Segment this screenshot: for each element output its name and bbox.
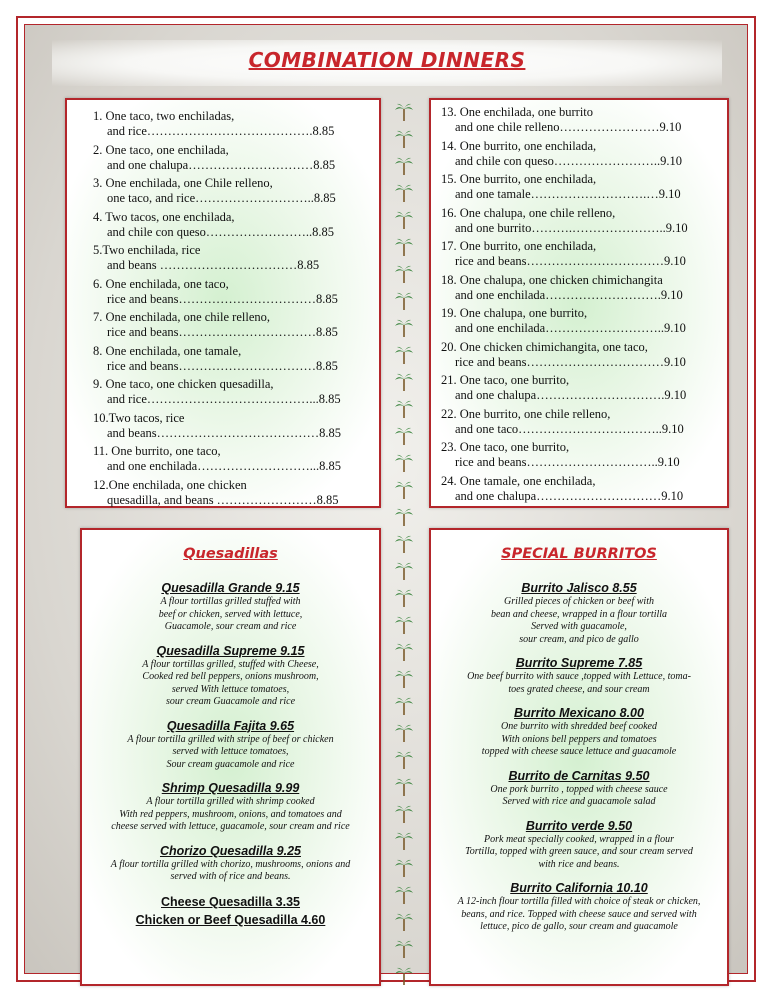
combo-line-2: and one chalupa………………………….9.10 bbox=[455, 388, 687, 402]
item-description: A flour tortillas grilled stuffed with bbox=[160, 596, 301, 607]
palm-tree-icon bbox=[395, 156, 413, 176]
palm-tree-icon bbox=[395, 129, 413, 149]
menu-item bbox=[82, 643, 379, 709]
item-description: served with lettuce tomatoes, bbox=[172, 746, 289, 757]
palm-tree-icon bbox=[395, 858, 413, 878]
combo-line-1: 18. One chalupa, one chicken chimichangita bbox=[441, 272, 663, 287]
palm-tree-icon bbox=[395, 804, 413, 824]
combo-item bbox=[441, 373, 726, 407]
combo-line-2: and beans…………………………………8.85 bbox=[107, 425, 342, 440]
combo-line-2: and one tamale……………………….…9.10 bbox=[455, 187, 681, 201]
combo-line-2: and one enchilada………………………..9.10 bbox=[455, 321, 686, 335]
combo-line-1: 22. One burrito, one chile relleno, bbox=[441, 406, 611, 421]
item-description: One pork burrito , topped with cheese sauce bbox=[490, 783, 668, 795]
combo-line-2: and one enchilada………………………...8.85 bbox=[107, 459, 341, 473]
combo-line-2: rice and beans……………………………9.10 bbox=[455, 354, 686, 369]
menu-item bbox=[82, 843, 379, 884]
combo-line-2: and one chile relleno……………………9.10 bbox=[455, 120, 682, 134]
item-description: sour cream Guacamole and rice bbox=[165, 696, 296, 707]
combo-line-1: 21. One taco, one burrito, bbox=[441, 373, 570, 387]
item-description: served with of rice and beans. bbox=[170, 871, 291, 882]
combo-line-1: 14. One burrito, one enchilada, bbox=[441, 138, 597, 153]
combo-line-2: and rice…………………………………...8.85 bbox=[107, 392, 341, 406]
palm-tree-icon bbox=[395, 696, 413, 716]
palm-tree-icon bbox=[395, 534, 413, 554]
combo-item bbox=[93, 210, 383, 244]
item-description: Pork meat specially cooked, wrapped in a flour bbox=[484, 833, 674, 845]
combo-line-1: 8. One enchilada, one tamale, bbox=[93, 343, 242, 358]
combo-line-2: and chile con queso……………………..8.85 bbox=[107, 224, 335, 239]
palm-tree-icon bbox=[395, 102, 413, 122]
quesadillas-title: Quesadillas bbox=[183, 546, 278, 562]
palm-tree-icon bbox=[395, 372, 413, 392]
palm-divider bbox=[392, 98, 416, 986]
combo-item bbox=[93, 377, 383, 411]
combo-line-2: and rice………………………………….8.85 bbox=[107, 124, 335, 138]
combo-line-1: 19. One chalupa, one burrito, bbox=[441, 306, 588, 320]
burritos-list bbox=[431, 580, 727, 943]
combo-line-2: rice and beans…………………………..9.10 bbox=[455, 455, 680, 469]
palm-tree-icon bbox=[395, 750, 413, 770]
item-name: Burrito California 10.10 bbox=[510, 881, 648, 895]
quesadillas-list bbox=[82, 580, 379, 929]
combo-list-left bbox=[93, 109, 383, 511]
palm-tree-icon bbox=[395, 777, 413, 797]
quesadillas-panel bbox=[80, 528, 381, 986]
item-description: cheese served with lettuce, guacamole, sour cream and rice bbox=[111, 821, 350, 832]
item-description: Tortilla, topped with green sauce, and sour cream served bbox=[465, 846, 693, 857]
item-description: One beef burrito with sauce ,topped with Lettuce, toma- bbox=[467, 671, 691, 682]
combo-line-1: 10.Two tacos, rice bbox=[93, 410, 185, 425]
palm-tree-icon bbox=[395, 912, 413, 932]
combo-line-1: 6. One enchilada, one taco, bbox=[93, 276, 229, 291]
combo-item bbox=[93, 344, 383, 378]
palm-tree-icon bbox=[395, 831, 413, 851]
item-description: served With lettuce tomatoes, bbox=[171, 683, 290, 695]
item-name: Chicken or Beef Quesadilla 4.60 bbox=[135, 912, 326, 927]
combo-item bbox=[441, 273, 726, 307]
combo-line-2: rice and beans……………………………8.85 bbox=[107, 358, 338, 373]
item-name: Cheese Quesadilla 3.35 bbox=[161, 894, 300, 909]
item-description: A flour tortillas grilled, stuffed with Cheese, bbox=[142, 658, 319, 670]
palm-tree-icon bbox=[395, 453, 413, 473]
item-description: sour cream, and pico de gallo bbox=[519, 633, 639, 645]
combo-item bbox=[93, 411, 383, 445]
combo-line-1: 5.Two enchilada, rice bbox=[93, 243, 201, 257]
burritos-title: SPECIAL BURRITOS bbox=[501, 546, 657, 562]
item-name: Burrito de Carnitas 9.50 bbox=[508, 768, 650, 783]
palm-tree-icon bbox=[395, 588, 413, 608]
combo-item bbox=[441, 172, 726, 206]
combo-panel-right bbox=[429, 98, 729, 508]
combo-line-1: 12.One enchilada, one chicken bbox=[93, 477, 247, 492]
combo-line-1: 9. One taco, one chicken quesadilla, bbox=[93, 377, 274, 391]
item-name: Burrito verde 9.50 bbox=[525, 818, 633, 833]
combo-item bbox=[93, 444, 383, 478]
combo-line-2: rice and beans……………………………8.85 bbox=[107, 291, 338, 306]
combo-line-1: 2. One taco, one enchilada, bbox=[93, 142, 229, 157]
palm-tree-icon bbox=[395, 291, 413, 311]
item-description: Cooked red bell peppers, onions mushroom, bbox=[142, 671, 319, 682]
menu-item bbox=[431, 655, 727, 696]
item-description: lettuce, pico de gallo, sour cream and guacamole bbox=[480, 921, 678, 932]
burritos-panel bbox=[429, 528, 729, 986]
item-description: Served with rice and guacamole salad bbox=[502, 796, 656, 807]
combo-line-1: 11. One burrito, one taco, bbox=[93, 444, 221, 458]
menu-item bbox=[431, 768, 727, 809]
item-description: Guacamole, sour cream and rice bbox=[164, 621, 297, 632]
combo-item bbox=[93, 243, 383, 277]
menu-item bbox=[82, 718, 379, 772]
palm-tree-icon bbox=[395, 561, 413, 581]
combo-line-2: one taco, and rice………………………..8.85 bbox=[107, 191, 336, 205]
combo-item bbox=[93, 143, 383, 177]
item-name: Burrito Mexicano 8.00 bbox=[514, 706, 644, 720]
item-description: With onions bell peppers and tomatoes bbox=[501, 733, 657, 745]
item-description: beef or chicken, served with lettuce, bbox=[158, 608, 303, 620]
combo-item bbox=[441, 139, 726, 173]
palm-tree-icon bbox=[395, 642, 413, 662]
palm-tree-icon bbox=[395, 345, 413, 365]
combo-line-2: and one enchilada……………………….9.10 bbox=[455, 287, 683, 302]
combo-item bbox=[441, 340, 726, 374]
item-name: Burrito Jalisco 8.55 bbox=[521, 581, 637, 595]
palm-tree-icon bbox=[395, 183, 413, 203]
item-description: A flour tortilla grilled with stripe of beef or chicken bbox=[127, 733, 334, 745]
combo-line-1: 15. One burrito, one enchilada, bbox=[441, 172, 597, 186]
palm-tree-icon bbox=[395, 723, 413, 743]
combo-line-1: 16. One chalupa, one chile relleno, bbox=[441, 205, 616, 220]
palm-tree-icon bbox=[395, 480, 413, 500]
item-description: A flour tortilla grilled with chorizo, mushrooms, onions and bbox=[110, 858, 351, 870]
combo-item bbox=[441, 474, 726, 508]
palm-tree-icon bbox=[395, 237, 413, 257]
item-description: bean and cheese, wrapped in a flour tortilla bbox=[490, 608, 668, 620]
item-description: Grilled pieces of chicken or beef with bbox=[504, 596, 654, 607]
palm-tree-icon bbox=[395, 210, 413, 230]
combo-item bbox=[441, 407, 726, 441]
combo-line-1: 4. Two tacos, one enchilada, bbox=[93, 209, 235, 224]
item-name: Quesadilla Supreme 9.15 bbox=[156, 643, 305, 658]
menu-item bbox=[431, 818, 727, 872]
item-name: Quesadilla Fajita 9.65 bbox=[166, 718, 295, 733]
combo-line-1: 17. One burrito, one enchilada, bbox=[441, 239, 597, 253]
item-name: Chorizo Quesadilla 9.25 bbox=[159, 843, 301, 858]
menu-item bbox=[431, 705, 727, 759]
combo-line-2: quesadilla, and beans ……………………8.85 bbox=[107, 492, 339, 507]
combo-item bbox=[93, 310, 383, 344]
combo-line-2: rice and beans……………………………8.85 bbox=[107, 325, 338, 339]
item-description: topped with cheese sauce lettuce and guacamole bbox=[481, 746, 677, 757]
palm-tree-icon bbox=[395, 939, 413, 959]
combo-item bbox=[93, 478, 383, 512]
combo-item bbox=[441, 306, 726, 340]
combo-item bbox=[93, 176, 383, 210]
combo-line-2: and one burrito……….…………………..9.10 bbox=[455, 220, 688, 235]
item-description: A flour tortilla grilled with shrimp cooked bbox=[146, 796, 315, 807]
palm-tree-icon bbox=[395, 615, 413, 635]
combo-line-2: and one chalupa…………………………8.85 bbox=[107, 157, 336, 172]
combo-line-1: 3. One enchilada, one Chile relleno, bbox=[93, 176, 273, 190]
item-description: A 12-inch flour tortilla filled with choice of steak or chicken, bbox=[457, 896, 701, 907]
combo-item bbox=[93, 109, 383, 143]
combo-line-1: 24. One tamale, one enchilada, bbox=[441, 473, 596, 488]
combo-item bbox=[93, 277, 383, 311]
item-description: beans, and rice. Topped with cheese sauce and served with bbox=[461, 908, 697, 920]
combo-item bbox=[441, 206, 726, 240]
combo-line-1: 7. One enchilada, one chile relleno, bbox=[93, 310, 271, 324]
item-name: Burrito Supreme 7.85 bbox=[515, 656, 643, 670]
combo-line-2: and chile con queso……………………..9.10 bbox=[455, 153, 683, 168]
combo-line-2: and one chalupa…………………………9.10 bbox=[455, 488, 684, 503]
combo-line-2: and beans ……………………………8.85 bbox=[107, 258, 320, 272]
item-description: Sour cream guacamole and rice bbox=[166, 758, 295, 770]
combo-line-2: and one taco……………………………..9.10 bbox=[455, 421, 684, 436]
combo-item bbox=[441, 239, 726, 273]
menu-item bbox=[82, 580, 379, 634]
combo-line-1: 13. One enchilada, one burrito bbox=[441, 105, 594, 119]
combo-panel-left bbox=[65, 98, 381, 508]
palm-tree-icon bbox=[395, 669, 413, 689]
page-title: COMBINATION DINNERS bbox=[248, 48, 526, 72]
menu-item bbox=[431, 880, 727, 934]
palm-tree-icon bbox=[395, 426, 413, 446]
combo-line-1: 23. One taco, one burrito, bbox=[441, 440, 570, 454]
header-banner bbox=[52, 40, 722, 86]
menu-item bbox=[82, 780, 379, 834]
palm-tree-icon bbox=[395, 399, 413, 419]
palm-tree-icon bbox=[395, 966, 413, 986]
combo-line-2: rice and beans……………………………9.10 bbox=[455, 254, 686, 268]
combo-item bbox=[441, 105, 726, 139]
item-description: One burrito with shredded beef cooked bbox=[501, 721, 657, 732]
palm-tree-icon bbox=[395, 318, 413, 338]
item-name: Shrimp Quesadilla 9.99 bbox=[161, 781, 300, 795]
combo-line-1: 20. One chicken chimichangita, one taco, bbox=[441, 339, 648, 354]
palm-tree-icon bbox=[395, 507, 413, 527]
palm-tree-icon bbox=[395, 264, 413, 284]
palm-tree-icon bbox=[395, 885, 413, 905]
menu-page bbox=[16, 16, 756, 982]
combo-line-1: 1. One taco, two enchiladas, bbox=[93, 109, 235, 123]
item-description: Served with guacamole, bbox=[531, 621, 627, 632]
item-description: With red peppers, mushroom, onions, and tomatoes and bbox=[119, 808, 342, 820]
combo-item bbox=[441, 440, 726, 474]
item-description: with rice and beans. bbox=[538, 858, 620, 870]
combo-list-right bbox=[441, 105, 726, 507]
item-description: toes grated cheese, and sour cream bbox=[508, 683, 650, 695]
menu-item bbox=[431, 580, 727, 646]
item-name: Quesadilla Grande 9.15 bbox=[161, 581, 300, 595]
